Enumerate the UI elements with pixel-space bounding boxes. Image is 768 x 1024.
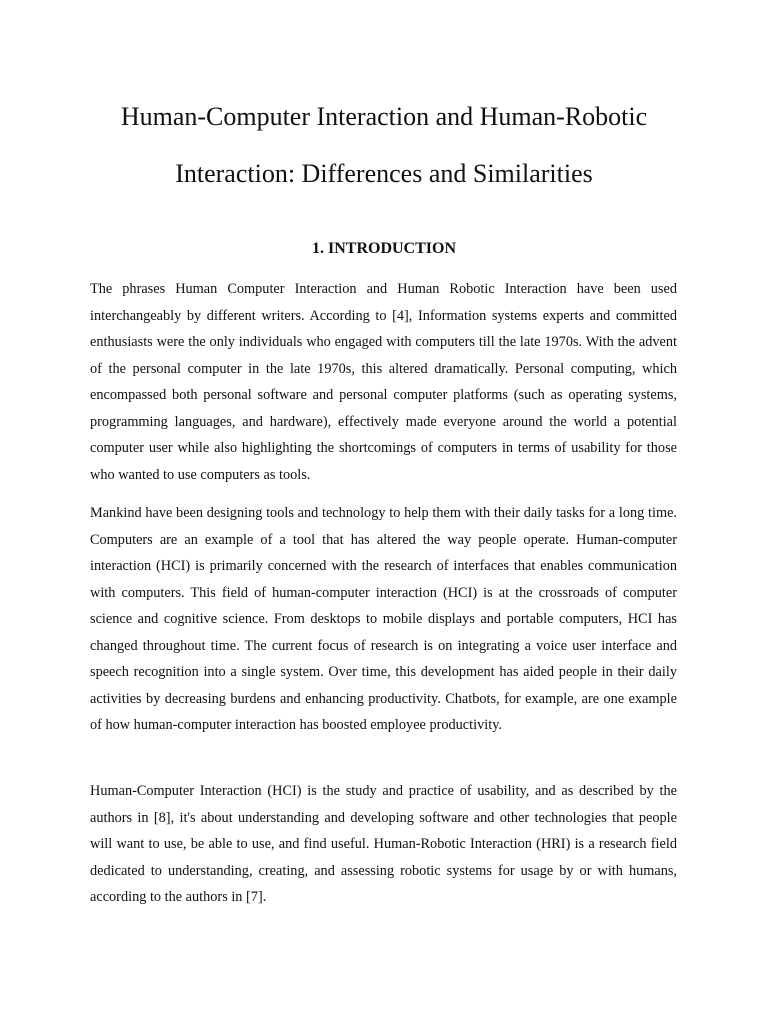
section-heading: 1. INTRODUCTION (311, 240, 456, 257)
paragraph-1: The phrases Human Computer Interaction and Human Robotic Interaction have been used interchangeably by different writers. According to [4], Information systems experts and committed enthusiasts were the only individuals who engaged with computers till the late 1970s. With the advent of the personal computer in the late 1970s, this altered dramatically. Personal computing, which encompassed both personal software and personal computer platforms (such as operating systems, programming languages, and hardware), effectively made everyone around the world a potential computer user while also highlighting the shortcomings of computers in terms of usability for those who wanted to use computers as tools. (90, 281, 677, 483)
title-line-1: Human-Computer Interaction and Human-Robotic (120, 102, 648, 131)
title-line-2: Interaction: Differences and Similarities (175, 159, 593, 188)
document-title (60, 88, 708, 202)
paragraph-2: Mankind have been designing tools and technology to help them with their daily tasks for a long time. Computers are an example of a tool that has altered the way people operate. Human-computer interaction (HCI) is primarily concerned with the research of interfaces that enables communication with computers. This field of human-computer interaction (HCI) is at the crossroads of computer science and cognitive science. From desktops to mobile displays and portable computers, HCI has changed throughout time. The current focus of research is on integrating a voice user interface and speech recognition into a single system. Over time, this development has aided people in their daily activities by decreasing burdens and enhancing productivity. Chatbots, for example, are one example of how human-computer interaction has boosted employee productivity. (90, 505, 677, 733)
paragraph-3: Human-Computer Interaction (HCI) is the study and practice of usability, and as described by the authors in [8], it's about understanding and developing software and other technologies that people will want to use, be able to use, and find useful. Human-Robotic Interaction (HRI) is a research field dedicated to understanding, creating, and assessing robotic systems for usage by or with humans, according to the authors in [7]. (90, 783, 677, 905)
